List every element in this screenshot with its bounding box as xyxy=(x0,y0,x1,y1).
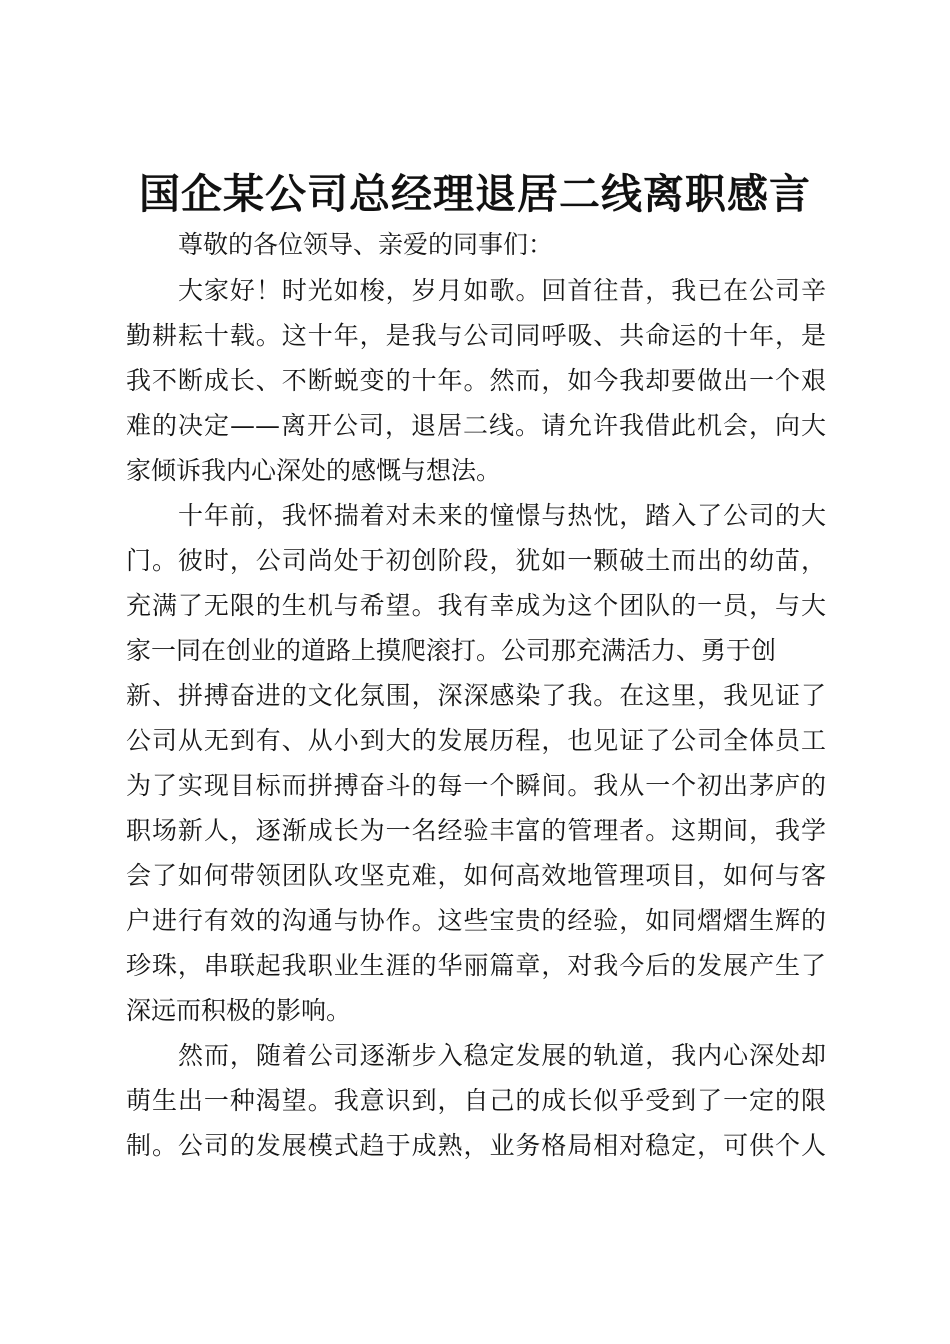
paragraph-1-line-4: 难的决定——离开公司，退居二线。请允许我借此机会，向大 xyxy=(126,411,826,440)
document-title: 国企某公司总经理退居二线离职感言 xyxy=(139,170,811,218)
paragraph-2-line-5: 新、拼搏奋进的文化氛围，深深感染了我。在这里，我见证了 xyxy=(126,681,826,710)
salutation-line: 尊敬的各位领导、亲爱的同事们： xyxy=(178,230,554,259)
paragraph-2-line-7: 为了实现目标而拼搏奋斗的每一个瞬间。我从一个初出茅庐的 xyxy=(126,771,826,800)
paragraph-1-line-5: 家倾诉我内心深处的感慨与想法。 xyxy=(126,456,502,485)
paragraph-2-line-4: 家一同在创业的道路上摸爬滚打。公司那充满活力、勇于创 xyxy=(126,636,777,665)
paragraph-2-line-2: 门。彼时，公司尚处于初创阶段，犹如一颗破土而出的幼苗， xyxy=(126,546,826,575)
paragraph-1-line-1: 大家好！时光如梭，岁月如歌。回首往昔，我已在公司辛 xyxy=(178,276,826,305)
paragraph-2-line-10: 户进行有效的沟通与协作。这些宝贵的经验，如同熠熠生辉的 xyxy=(126,906,826,935)
paragraph-3-line-3: 制。公司的发展模式趋于成熟，业务格局相对稳定，可供个人 xyxy=(126,1131,826,1160)
paragraph-2-line-12: 深远而积极的影响。 xyxy=(126,996,352,1025)
paragraph-2-line-3: 充满了无限的生机与希望。我有幸成为这个团队的一员，与大 xyxy=(126,591,826,620)
paragraph-2-line-11: 珍珠，串联起我职业生涯的华丽篇章，对我今后的发展产生了 xyxy=(126,951,826,980)
paragraph-1-line-3: 我不断成长、不断蜕变的十年。然而，如今我却要做出一个艰 xyxy=(126,366,826,395)
paragraph-2-line-8: 职场新人，逐渐成长为一名经验丰富的管理者。这期间，我学 xyxy=(126,816,826,845)
paragraph-3-line-2: 萌生出一种渴望。我意识到，自己的成长似乎受到了一定的限 xyxy=(126,1086,826,1115)
paragraph-3-line-1: 然而，随着公司逐渐步入稳定发展的轨道，我内心深处却 xyxy=(178,1041,826,1070)
paragraph-2-line-9: 会了如何带领团队攻坚克难，如何高效地管理项目，如何与客 xyxy=(126,861,826,890)
paragraph-2-line-1: 十年前，我怀揣着对未来的憧憬与热忱，踏入了公司的大 xyxy=(178,501,826,530)
paragraph-1-line-2: 勤耕耘十载。这十年，是我与公司同呼吸、共命运的十年，是 xyxy=(126,321,826,350)
paragraph-2-line-6: 公司从无到有、从小到大的发展历程，也见证了公司全体员工 xyxy=(126,726,826,755)
